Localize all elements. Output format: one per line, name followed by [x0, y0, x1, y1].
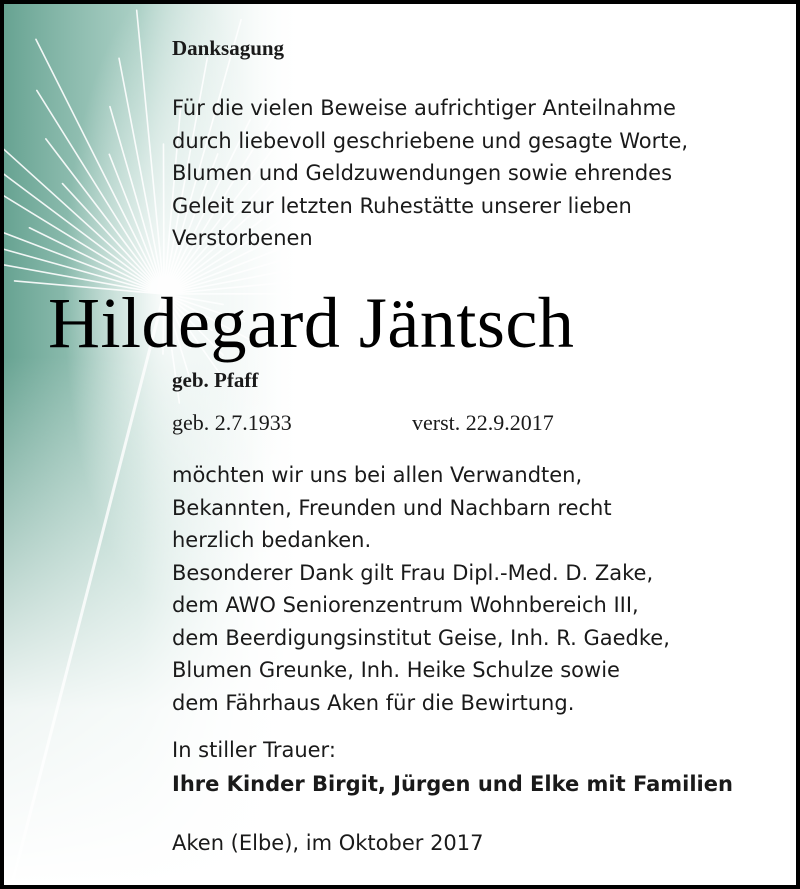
place-and-date: Aken (Elbe), im Oktober 2017: [172, 831, 484, 855]
maiden-name: geb. Pfaff: [172, 368, 259, 392]
thanks-line: dem Fährhaus Aken für die Bewirtung.: [172, 690, 575, 715]
thanks-line: herzlich bedanken.: [172, 528, 372, 552]
intro-line: Für die vielen Beweise aufrichtiger Anteilnahme: [172, 96, 676, 120]
thanks-line: dem Beerdigungsinstitut Geise, Inh. R. Gaedke,: [172, 625, 670, 650]
life-dates: [172, 410, 554, 436]
thanks-text: [172, 459, 670, 719]
thanks-line: Blumen Greunke, Inh. Heike Schulze sowie: [172, 658, 620, 682]
thanks-line: dem AWO Seniorenzentrum Wohnbereich III,: [172, 593, 639, 617]
birth-date: geb. 2.7.1933: [172, 410, 292, 435]
intro-line: Geleit zur letzten Ruhestätte unserer lieben: [172, 193, 632, 218]
mourners: Ihre Kinder Birgit, Jürgen und Elke mit Familien: [172, 772, 733, 796]
intro-line: Verstorbenen: [172, 226, 313, 250]
death-date: verst. 22.9.2017: [412, 410, 554, 435]
heading: Danksagung: [172, 36, 285, 60]
closing-phrase: In stiller Trauer:: [172, 738, 336, 762]
intro-line: Blumen und Geldzuwendungen sowie ehrendes: [172, 161, 673, 185]
thanks-line: Besonderer Dank gilt Frau Dipl.-Med. D. Zake,: [172, 560, 654, 585]
deceased-name: Hildegard Jäntsch: [48, 283, 575, 363]
intro-text: [172, 92, 688, 255]
thanks-line: möchten wir uns bei allen Verwandten,: [172, 463, 583, 487]
intro-line: durch liebevoll geschriebene und gesagte Worte,: [172, 128, 689, 153]
thanks-line: Bekannten, Freunden und Nachbarn recht: [172, 495, 612, 520]
